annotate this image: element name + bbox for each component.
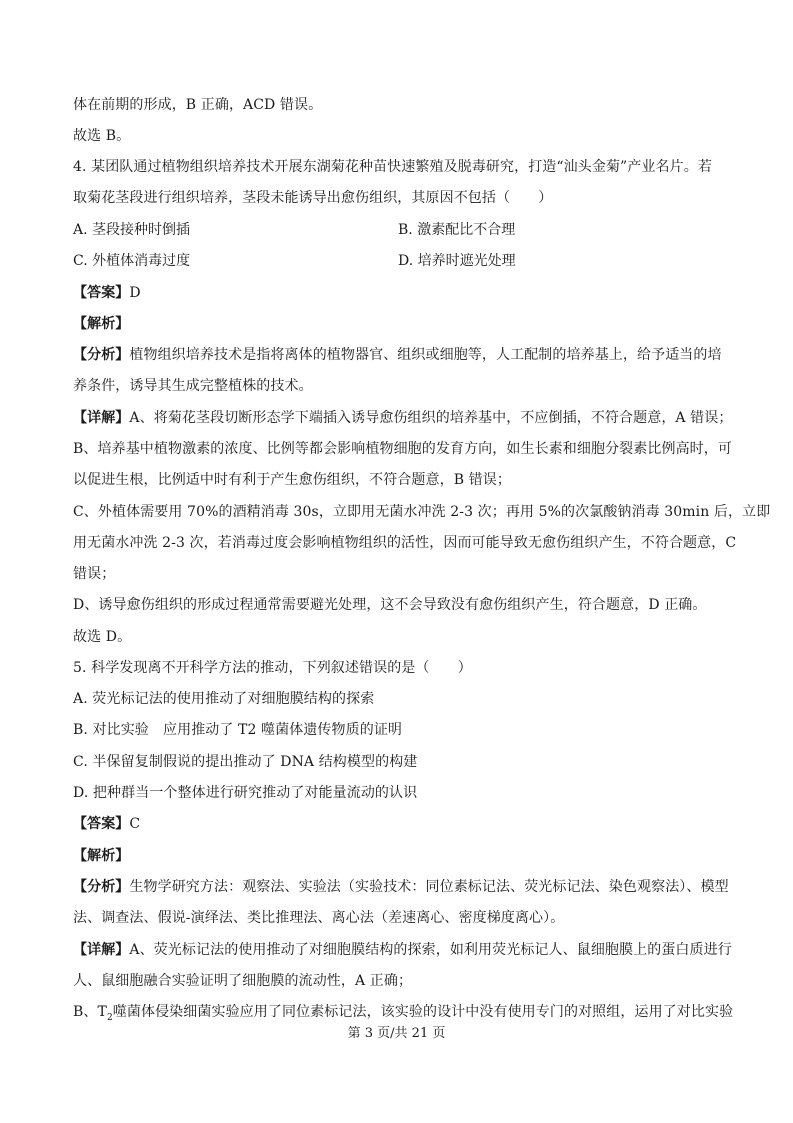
detail-text: A、将菊花茎段切断形态学下端插入诱导愈伤组织的培养基中，不应倒插，不符合题意，A 错误； xyxy=(129,410,733,426)
analysis-line xyxy=(73,877,729,897)
text-line: 体在前期的形成，B 正确，ACD 错误。 xyxy=(73,97,323,113)
text-fragment: 噬菌体侵染细菌实验应用了同位素标记法，该实验的设计中没有使用专门的对照组，运用了对比实验 xyxy=(112,1004,734,1020)
question-5-option-b: B. 对比实验 应用推动了 T2 噬菌体遗传物质的证明 xyxy=(73,722,403,738)
question-5-option-d: D. 把种群当一个整体进行研究推动了对能量流动的认识 xyxy=(73,785,418,801)
text-line: C、外植体需要用 70%的酒精消毒 30s，立即用无菌水冲洗 2-3 次；再用 5%的次氯酸钠消毒 30min 后，立即 xyxy=(73,504,771,520)
answer-tag: 【答案】 xyxy=(73,816,130,832)
text-line: 故选 B。 xyxy=(73,128,131,144)
text-line: 养条件，诱导其生成完整植株的技术。 xyxy=(73,378,313,394)
text-line xyxy=(73,1002,734,1028)
text-line: 用无菌水冲洗 2-3 次，若消毒过度会影响植物组织的活性，因而可能导致无愈伤组织产生，不符合题意，C xyxy=(73,535,737,551)
analysis-heading xyxy=(73,846,729,866)
answer-tag: 【答案】 xyxy=(73,285,130,301)
text-line: D、诱导愈伤组织的形成过程通常需要避光处理，这不会导致没有愈伤组织产生，符合题意，D 正确。 xyxy=(73,597,707,613)
answer-value: C xyxy=(129,816,141,832)
detail-tag: 【详解】 xyxy=(73,942,130,958)
detail-line xyxy=(73,408,733,428)
analysis-text: 植物组织培养技术是指将离体的植物器官、组织或细胞等，人工配制的培养基上，给予适当的培 xyxy=(129,347,722,363)
question-4-option-c: C. 外植体消毒过度 xyxy=(73,253,191,269)
analysis-line xyxy=(73,345,729,365)
analysis-sub-tag: 【分析】 xyxy=(73,879,130,895)
subscript: 2 xyxy=(106,1012,113,1023)
text-line: 人、鼠细胞融合实验证明了细胞膜的流动性，A 正确； xyxy=(73,973,413,989)
question-4-option-a: A. 茎段接种时倒插 xyxy=(73,222,191,238)
text-line: 错误； xyxy=(73,566,116,582)
analysis-sub-tag: 【分析】 xyxy=(73,347,130,363)
analysis-heading xyxy=(73,314,729,334)
text-line: 法、调查法、假说-演绎法、类比推理法、离心法（差速离心、密度梯度离心）。 xyxy=(73,910,565,926)
analysis-tag: 【解析】 xyxy=(73,316,130,332)
detail-tag: 【详解】 xyxy=(73,410,130,426)
text-line: B、培养基中植物激素的浓度、比例等都会影响植物细胞的发育方向，如生长素和细胞分裂素比例高时，可 xyxy=(73,441,732,457)
detail-text: A、荧光标记法的使用推动了对细胞膜结构的探索，如利用荧光标记人、鼠细胞膜上的蛋白质进行 xyxy=(129,942,732,958)
question-5-option-a: A. 荧光标记法的使用推动了对细胞膜结构的探索 xyxy=(73,691,375,707)
text-line: 以促进生根，比例适中时有利于产生愈伤组织，不符合题意，B 错误； xyxy=(73,472,511,488)
analysis-tag: 【解析】 xyxy=(73,848,130,864)
question-4-option-d: D. 培养时遮光处理 xyxy=(398,253,516,269)
question-4-stem-cont: 取菊花茎段进行组织培养，茎段未能诱导出愈伤组织，其原因不包括（ ） xyxy=(73,190,553,206)
question-4-option-b: B. 激素配比不合理 xyxy=(398,222,516,238)
question-5-stem: 5. 科学发现离不开科学方法的推动，下列叙述错误的是（ ） xyxy=(73,660,472,676)
question-4-stem: 4. 某团队通过植物组织培养技术开展东湖菊花种苗快速繁殖及脱毒研究，打造“汕头金菊”产业名片。若 xyxy=(73,159,712,175)
text-line: 故选 D。 xyxy=(73,629,132,645)
text-fragment: B、T xyxy=(73,1004,107,1020)
page-footer: 第 3 页/共 21 页 xyxy=(347,1026,446,1041)
answer-value: D xyxy=(129,285,141,301)
analysis-text: 生物学研究方法：观察法、实验法（实验技术：同位素标记法、荧光标记法、染色观察法）、模型 xyxy=(129,879,729,895)
answer-line xyxy=(73,814,729,834)
answer-line xyxy=(73,283,729,303)
detail-line xyxy=(73,940,732,960)
question-5-option-c: C. 半保留复制假说的提出推动了 DNA 结构模型的构建 xyxy=(73,754,418,770)
